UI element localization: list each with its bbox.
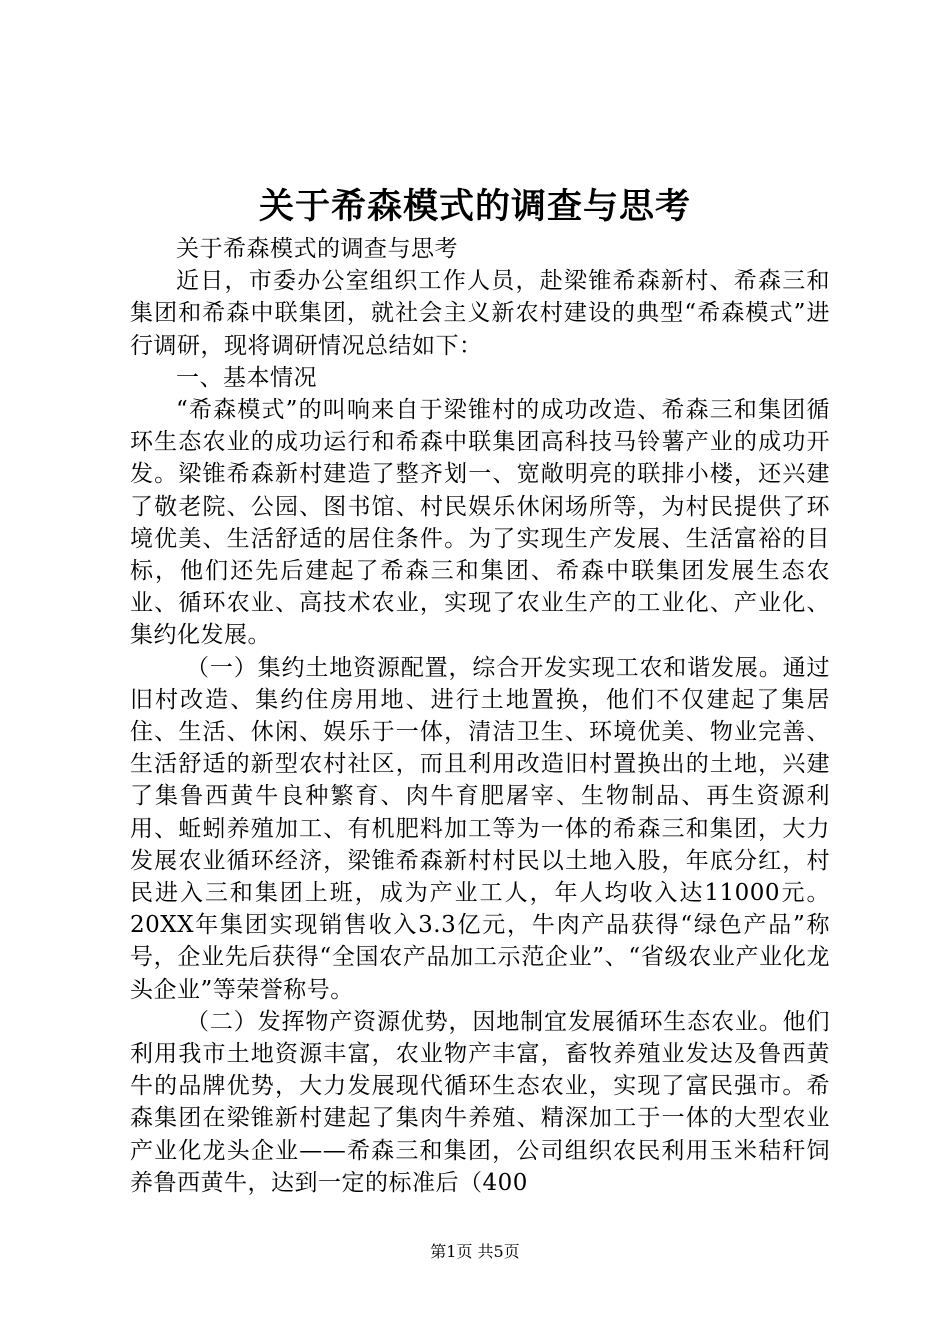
subsection-1-paragraph: （一）集约土地资源配置，综合开发实现工农和谐发展。通过旧村改造、集约住房用地、进行土地置换，他们不仅建起了集居住、生活、休闲、娱乐于一体，清洁卫生、环境优美、物业完善、生活舒适的新型农村社区，而且利用改造旧村置换出的土地，兴建了集鲁西黄牛良种繁育、肉牛育肥屠宰、生物制品、再生资源利用、蚯蚓养殖加工、有机肥料加工等为一体的希森三和集团，大力发展农业循环经济，梁锥希森新村村民以土地入股，年底分红，村民进入三和集团上班，成为产业工人，年人均收入达11000元。20XX年集团实现销售收入3.3亿元，牛肉产品获得“绿色产品”称号，企业先后获得“全国农产品加工示范企业”、“省级农业产业化龙头企业”等荣誉称号。 <box>130 654 830 1003</box>
basic-situation-paragraph: “希森模式”的叫响来自于梁锥村的成功改造、希森三和集团循环生态农业的成功运行和希森中联集团高科技马铃薯产业的成功开发。梁锥希森新村建造了整齐划一、宽敞明亮的联排小楼，还兴建了敬老院、公园、图书馆、村民娱乐休闲场所等，为村民提供了环境优美、生活舒适的居住条件。为了实现生产发展、生活富裕的目标，他们还先后建起了希森三和集团、希森中联集团发展生态农业、循环农业、高技术农业，实现了农业生产的工业化、产业化、集约化发展。 <box>130 397 830 649</box>
document-body <box>130 233 830 1199</box>
intro-paragraph: 近日，市委办公室组织工作人员，赴梁锥希森新村、希森三和集团和希森中联集团，就社会主义新农村建设的典型“希森模式”进行调研，现将调研情况总结如下： <box>130 268 830 359</box>
subsection-2-paragraph: （二）发挥物产资源优势，因地制宜发展循环生态农业。他们利用我市土地资源丰富，农业物产丰富，畜牧养殖业发达及鲁西黄牛的品牌优势，大力发展现代循环生态农业，实现了富民强市。希森集团在梁锥新村建起了集肉牛养殖、精深加工于一体的大型农业产业化龙头企业——希森三和集团，公司组织农民利用玉米秸秆饲养鲁西黄牛，达到一定的标准后（400 <box>130 1008 830 1196</box>
document-title: 关于希森模式的调查与思考 <box>258 186 691 227</box>
page-footer: 第1页 共5页 <box>430 1242 520 1261</box>
section-heading: 一、基本情况 <box>176 364 317 391</box>
subtitle-paragraph: 关于希森模式的调查与思考 <box>176 236 458 262</box>
